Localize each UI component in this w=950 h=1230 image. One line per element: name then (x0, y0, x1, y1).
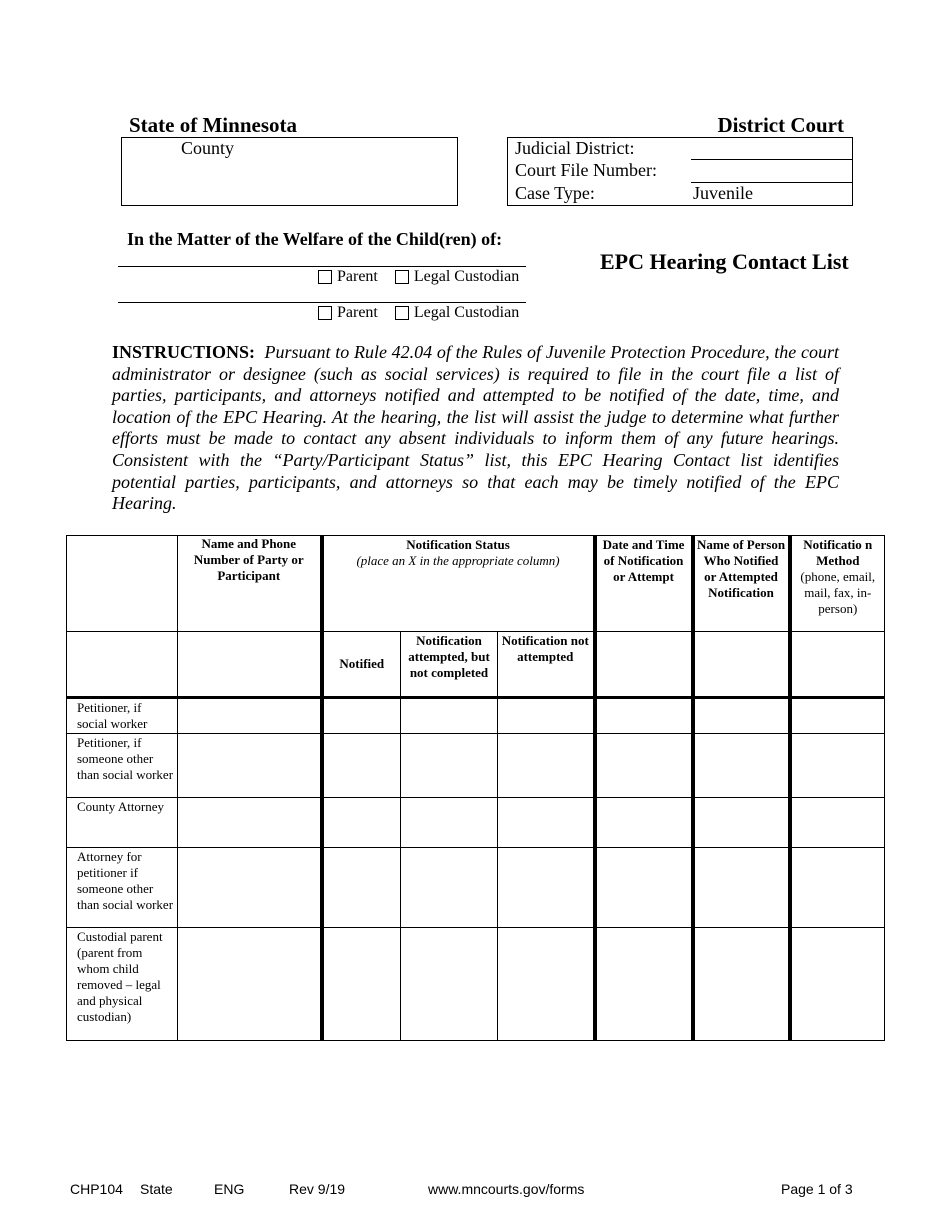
cell-person-notified[interactable] (693, 698, 790, 734)
court-title: District Court (717, 113, 844, 137)
subheader-empty-3 (595, 632, 693, 698)
header-date-time: Date and Time of Notification or Attempt (595, 536, 693, 632)
cell-method[interactable] (790, 928, 885, 1041)
method-note: (phone, email, mail, fax, in-person) (800, 569, 876, 616)
cell-attempted[interactable] (401, 928, 498, 1041)
parent-label-1: Parent (337, 268, 378, 285)
row-label: Petitioner, if social worker (67, 698, 178, 734)
subheader-empty-1 (67, 632, 178, 698)
cell-person-notified[interactable] (693, 928, 790, 1041)
cell-method[interactable] (790, 798, 885, 848)
county-box[interactable] (121, 137, 458, 206)
table-row (67, 798, 885, 848)
cell-person-notified[interactable] (693, 798, 790, 848)
parent-label-2: Parent (337, 304, 378, 321)
legal-custodian-label-1: Legal Custodian (413, 268, 520, 285)
cell-person-notified[interactable] (693, 734, 790, 798)
notification-status-label: Notification Status (406, 537, 510, 552)
header-not-attempted: Notification not attempted (498, 632, 595, 698)
instructions-text: Pursuant to Rule 42.04 of the Rules of Juvenile Protection Procedure, the court administrator or designee (such as social services) is required to file in the court file a list of parties, participants, and attorneys notified and attempted to be notified of the date, time, and location of the EPC Hearing. At the hearing, the list will assist the judge to determine what further efforts must be made to contact any absent individuals to inform them of any future hearings. Consistent with the “Party/Participant Status” list, this EPC Hearing Contact list identifies potential parties, participants, and attorneys so that each may be timely notified of the EPC Hearing. (112, 342, 840, 514)
subheader-empty-2 (178, 632, 322, 698)
cell-not-attempted[interactable] (498, 734, 595, 798)
cell-not-attempted[interactable] (498, 928, 595, 1041)
cell-notified[interactable] (322, 848, 401, 928)
instructions-heading: INSTRUCTIONS: (112, 342, 256, 362)
header-attempted: Notification attempted, but not completed (401, 632, 498, 698)
case-type-label: Case Type: (515, 183, 595, 203)
footer-revision: Rev 9/19 (289, 1181, 346, 1197)
table-row (67, 734, 885, 798)
state-title: State of Minnesota (129, 113, 297, 137)
cell-not-attempted[interactable] (498, 698, 595, 734)
subheader-empty-5 (790, 632, 885, 698)
cell-method[interactable] (790, 698, 885, 734)
header-notification-status (322, 536, 595, 632)
cell-attempted[interactable] (401, 698, 498, 734)
cell-notified[interactable] (322, 928, 401, 1041)
form-title: EPC Hearing Contact List (600, 249, 849, 274)
legal-custodian-label-2: Legal Custodian (413, 304, 520, 321)
court-file-number-label: Court File Number: (515, 160, 657, 180)
cell-person-notified[interactable] (693, 848, 790, 928)
cell-attempted[interactable] (401, 798, 498, 848)
method-label: Notificatio n Method (803, 537, 873, 568)
legal-custodian-checkbox-2[interactable] (395, 306, 409, 320)
table-row (67, 928, 885, 1041)
notification-status-note: (place an X in the appropriate column) (356, 553, 560, 568)
header-role (67, 536, 178, 632)
instructions (112, 342, 839, 515)
judicial-district-label: Judicial District: (515, 138, 635, 158)
cell-notified[interactable] (322, 734, 401, 798)
subheader-empty-4 (693, 632, 790, 698)
child-role-row-2 (318, 304, 519, 322)
cell-not-attempted[interactable] (498, 848, 595, 928)
cell-name-phone[interactable] (178, 798, 322, 848)
header-person-notified: Name of Person Who Notified or Attempted Notification (693, 536, 790, 632)
header-name-phone: Name and Phone Number of Party or Participant (178, 536, 322, 632)
contact-table (66, 535, 885, 1041)
header-notified: Notified (322, 632, 401, 698)
parent-checkbox-1[interactable] (318, 270, 332, 284)
cell-attempted[interactable] (401, 734, 498, 798)
cell-notified[interactable] (322, 798, 401, 848)
footer-form-code: CHP104 (70, 1181, 123, 1197)
header-method (790, 536, 885, 632)
parent-checkbox-2[interactable] (318, 306, 332, 320)
child-role-row-1 (318, 268, 519, 286)
row-label: Attorney for petitioner if someone other than social worker (67, 848, 178, 928)
court-info-box (507, 137, 853, 206)
cell-name-phone[interactable] (178, 928, 322, 1041)
cell-method[interactable] (790, 848, 885, 928)
row-label: Petitioner, if someone other than social worker (67, 734, 178, 798)
row-label: Custodial parent (parent from whom child removed – legal and physical custodian) (67, 928, 178, 1041)
footer-page: Page 1 of 3 (781, 1181, 853, 1197)
case-type-value: Juvenile (693, 183, 753, 203)
child-name-line-1[interactable] (118, 266, 526, 267)
cell-date-time[interactable] (595, 734, 693, 798)
table-row (67, 848, 885, 928)
cell-date-time[interactable] (595, 798, 693, 848)
cell-date-time[interactable] (595, 928, 693, 1041)
cell-notified[interactable] (322, 698, 401, 734)
table-row (67, 698, 885, 734)
cell-date-time[interactable] (595, 698, 693, 734)
county-label: County (181, 138, 235, 158)
cell-name-phone[interactable] (178, 734, 322, 798)
cell-date-time[interactable] (595, 848, 693, 928)
cell-attempted[interactable] (401, 848, 498, 928)
legal-custodian-checkbox-1[interactable] (395, 270, 409, 284)
cell-method[interactable] (790, 734, 885, 798)
cell-not-attempted[interactable] (498, 798, 595, 848)
footer-state: State (140, 1181, 173, 1197)
cell-name-phone[interactable] (178, 848, 322, 928)
cell-name-phone[interactable] (178, 698, 322, 734)
footer-language: ENG (214, 1181, 245, 1197)
footer-url[interactable]: www.mncourts.gov/forms (428, 1181, 585, 1197)
child-name-line-2[interactable] (118, 302, 526, 303)
row-label: County Attorney (67, 798, 178, 848)
matter-title: In the Matter of the Welfare of the Child(ren) of: (127, 229, 503, 249)
judicial-district-field[interactable] (691, 159, 852, 160)
